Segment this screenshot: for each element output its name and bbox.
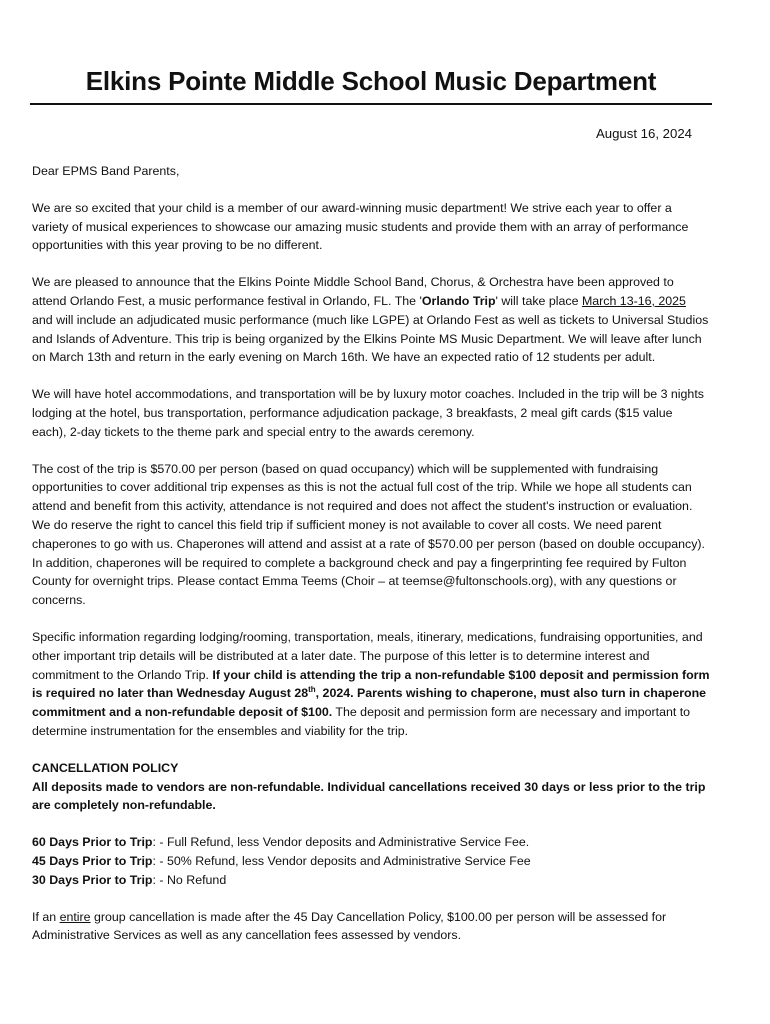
title-divider — [30, 103, 712, 105]
paragraph-announcement — [32, 273, 710, 367]
deposit-requirement-b: , 2024. Parents wishing to chaperone, must also turn in chaperone commitment and a non-refundable deposit of $100. — [32, 686, 707, 720]
paragraph-details — [32, 628, 710, 741]
announcement-text-b: ' will take place — [495, 293, 582, 308]
tier-row — [32, 873, 226, 887]
letter-date: August 16, 2024 — [595, 126, 692, 141]
announcement-text-a: We are pleased to announce that the Elkins Pointe Middle School Band, Chorus, & Orchestra have been approved to attend Orlando Fest, a music performance festival in Orlando, FL. The ' — [32, 275, 674, 308]
page-title: Elkins Pointe Middle School Music Department — [85, 66, 657, 96]
paragraph-accommodations: We will have hotel accommodations, and transportation will be by luxury motor coaches. Included in the trip will be 3 nights lodging at the hotel, bus transportation, performance adjudication package, 3 breakfasts, 2 meal gift cards ($15 value each), 2-day tickets to the theme park and special entry to the awards ceremony. — [32, 387, 704, 439]
deposit-requirement-a: If your child is attending the trip a non-refundable $100 deposit and permission form is required no later than Wednesday August 28 — [32, 667, 710, 701]
tier-label: 45 Days Prior to Trip — [32, 853, 153, 868]
tier-text: : - 50% Refund, less Vendor deposits and Administrative Service Fee — [152, 853, 531, 868]
tier-text: : - No Refund — [152, 872, 227, 887]
cancellation-tiers — [32, 833, 710, 889]
trip-name: Orlando Trip — [421, 293, 496, 308]
details-text-c: The deposit and permission form are necessary and important to determine instrumentation for the ensembles and viability for the trip. — [32, 705, 691, 738]
letter-body — [32, 162, 710, 963]
trip-dates: March 13-16, 2025 — [581, 293, 686, 308]
group-entire: entire — [59, 909, 91, 924]
details-text-a: Specific information regarding lodging/rooming, transportation, meals, itinerary, medications, fundraising opportunities, and other important trip details will be distributed at a later date. The purpose of this letter is to determine interest and commitment to the Orlando Trip. — [32, 629, 703, 682]
tier-label: 60 Days Prior to Trip — [32, 835, 153, 850]
tier-row — [32, 835, 529, 849]
greeting: Dear EPMS Band Parents, — [32, 164, 180, 178]
group-text-b: group cancellation is made after the 45 Day Cancellation Policy, $100.00 per person will be assessed for Administrative Services as well as any cancellation fees assessed by vendors. — [32, 909, 667, 943]
paragraph-cost: The cost of the trip is $570.00 per person (based on quad occupancy) which will be supplemented with fundraising opportunities to cover additional trip expenses as this is not the actual full cost of the trip. While we hope all students can attend and benefit from this activity, attendance is not required and does not affect the student's instruction or evaluation. We do reserve the right to cancel this field trip if sufficient money is not available to cover all costs. We need parent chaperones to go with us. Chaperones will attend and assist at a rate of $570.00 per person (based on double occupancy). In addition, chaperones will be required to complete a background check and pay a fingerprinting fee required by Fulton County for overnight trips. Please contact Emma Teems (Choir – at teemse@fultonschools.org), with any questions or concerns. — [32, 461, 705, 608]
cancellation-heading: CANCELLATION POLICY — [32, 760, 179, 775]
tier-text: : - Full Refund, less Vendor deposits and Administrative Service Fee. — [152, 835, 530, 850]
cancellation-statement: All deposits made to vendors are non-refundable. Individual cancellations received 30 days or less prior to the trip are completely non-refundable. — [32, 779, 706, 813]
paragraph-intro: We are so excited that your child is a member of our award-winning music department! We strive each year to offer a variety of musical experiences to showcase our amazing music students and provide them with an array of performance opportunities with this year proving to be no different. — [32, 200, 689, 253]
tier-row — [32, 854, 531, 868]
cancellation-section — [32, 759, 710, 815]
group-text-a: If an — [32, 909, 60, 924]
ordinal-suffix: th — [308, 685, 316, 695]
announcement-text-c: and will include an adjudicated music performance (much like LGPE) at Orlando Fest as well as tickets to Universal Studios and Islands of Adventure. This trip is being organized by the Elkins Pointe MS Music Department. We will leave after lunch on March 13th and return in the early evening on March 16th. We have an expected ratio of 12 students per adult. — [32, 312, 709, 365]
tier-label: 30 Days Prior to Trip — [32, 872, 153, 887]
group-cancellation — [32, 908, 710, 946]
